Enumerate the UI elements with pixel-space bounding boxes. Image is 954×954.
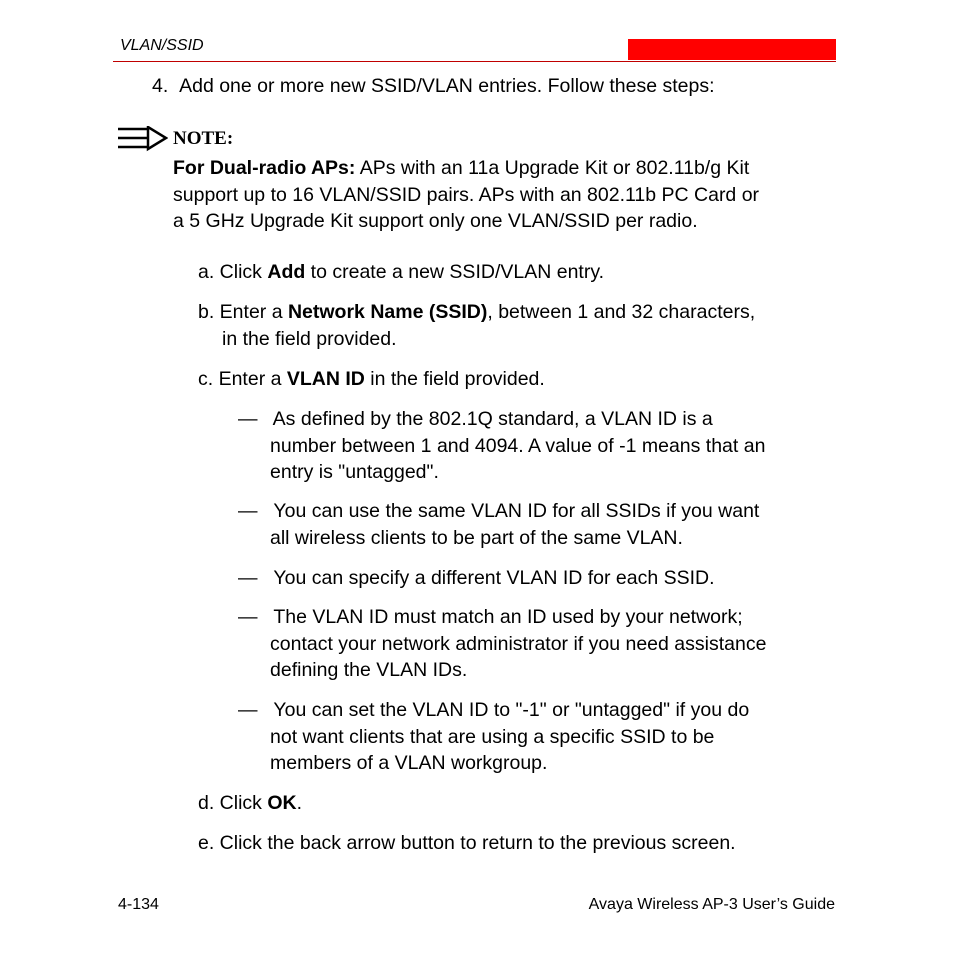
page-number: 4-134 xyxy=(118,896,159,913)
note-body xyxy=(173,155,759,235)
note-line-3: a 5 GHz Upgrade Kit support only one VLAN/SSID per radio. xyxy=(173,210,698,232)
add-keyword: Add xyxy=(267,261,306,283)
bullet-item: — You can use the same VLAN ID for all SSIDs if you want all wireless clients to be part of the same VLAN. xyxy=(238,500,760,549)
note-line-2: support up to 16 VLAN/SSID pairs. APs with an 802.11b PC Card or xyxy=(173,183,760,206)
note-bold-lead: For Dual-radio APs: xyxy=(173,157,356,179)
note-line-1-rest: APs with an 11a Upgrade Kit or 802.11b/g Kit xyxy=(355,157,750,179)
step-c: c. Enter a VLAN ID in the field provided. xyxy=(198,368,545,390)
note-pen-icon xyxy=(118,126,168,152)
bullet-item: — The VLAN ID must match an ID used by your network; contact your network administrator if you need assistance defining the VLAN IDs. xyxy=(238,606,767,681)
step-b: b. Enter a Network Name (SSID), between 1 and 32 characters, in the field provided. xyxy=(198,301,756,350)
ok-keyword: OK xyxy=(267,792,297,814)
note-label: NOTE: xyxy=(173,128,234,149)
step-d: d. Click OK. xyxy=(198,792,303,814)
book-title: Avaya Wireless AP-3 User’s Guide xyxy=(588,896,835,913)
bullet-item: — As defined by the 802.1Q standard, a VLAN ID is a number between 1 and 4094. A value of -1 means that an entry is "untagged". xyxy=(238,408,766,483)
network-name-keyword: Network Name (SSID) xyxy=(287,301,488,323)
step-e: e. Click the back arrow button to return to the previous screen. xyxy=(198,832,736,854)
bullet-item: — You can specify a different VLAN ID for each SSID. xyxy=(238,567,715,589)
vlan-id-keyword: VLAN ID xyxy=(286,368,365,390)
step-a: a. Click Add to create a new SSID/VLAN entry. xyxy=(198,261,605,283)
header-rule xyxy=(113,61,836,62)
bullet-item: — You can set the VLAN ID to "-1" or "untagged" if you do not want clients that are using a specific SSID to be members of a VLAN workgroup. xyxy=(238,699,750,774)
header-accent-bar xyxy=(628,39,836,60)
section-title: VLAN/SSID xyxy=(120,37,204,54)
note-line-1 xyxy=(173,155,759,182)
step-4: 4. Add one or more new SSID/VLAN entries. Follow these steps: xyxy=(152,75,715,97)
